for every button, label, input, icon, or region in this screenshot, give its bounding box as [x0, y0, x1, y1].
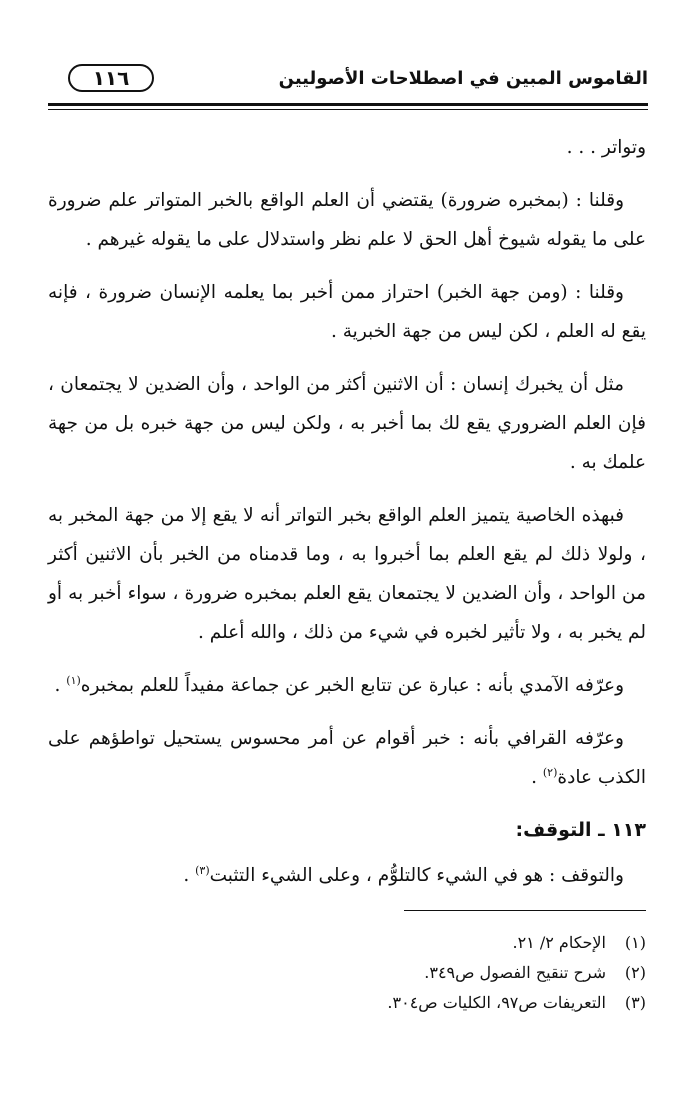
footnote — [48, 928, 646, 958]
footnote-number: (١) — [624, 933, 646, 952]
paragraph-text: وعرّفه الآمدي بأنه : عبارة عن تتابع الخبر عن جماعة مفيداً للعلم بمخبره — [80, 675, 624, 696]
footnote-text: الإحكام ٢/ ٢١. — [512, 933, 606, 952]
header-rule-thin — [48, 109, 648, 110]
footnote-ref: (١) — [66, 673, 81, 687]
paragraph-end: . — [531, 767, 543, 788]
footnote-text: شرح تنقيح الفصول ص٣٤٩. — [424, 963, 606, 982]
running-title: القاموس المبين في اصطلاحات الأصوليين — [278, 68, 648, 89]
paragraph-end: . — [183, 865, 196, 886]
paragraph-text: وعرّفه القرافي بأنه : خبر أقوام عن أمر محسوس يستحيل تواطؤهم على الكذب عادة — [48, 728, 646, 788]
section-heading: ١١٣ ـ التوقف: — [515, 819, 646, 841]
paragraph: فبهذه الخاصية يتميز العلم الواقع بخبر التواتر أنه لا يقع إلا من جهة المخبر به ، ولولا ذلك لم يقع العلم بما أخبروا به ، وما قدمناه من الخبر بأن الاثنين أكثر من الواحد ، وأن الضدين لا يجتمعان يقع العلم بمخبره ضرورة ، سواء أخبر به أو لم يخبر به ، ولا تأثير لخبره في شيء من ذلك ، والله أعلم . — [48, 505, 646, 643]
paragraph: وقلنا : (بمخبره ضرورة) يقتضي أن العلم الواقع بالخبر المتواتر علم ضرورة على ما يقوله شيوخ أهل الحق لا علم نظر واستدلال على ما يقوله غيرهم . — [48, 190, 646, 250]
footnote-separator — [404, 910, 646, 911]
footnote — [48, 988, 646, 1018]
footnote-ref: (٣) — [195, 863, 210, 877]
footnotes — [48, 928, 646, 1018]
paragraph-text: والتوقف : هو في الشيء كالتلوُّم ، وعلى الشيء التثبت — [209, 865, 624, 886]
footnote-text: التعريفات ص٩٧، الكليات ص٣٠٤. — [387, 993, 606, 1012]
paragraph — [48, 719, 646, 797]
paragraph: وتواتر . . . — [566, 137, 646, 158]
footnote-number: (٢) — [624, 963, 646, 982]
paragraph-end: . — [54, 675, 67, 696]
footnote-number: (٣) — [624, 993, 646, 1012]
paragraph: مثل أن يخبرك إنسان : أن الاثنين أكثر من الواحد ، وأن الضدين لا يجتمعان ، فإن العلم الضروري يقع لك بما أخبر به ، ولكن ليس من جهة خبره بل من جهة علمك به . — [48, 374, 646, 473]
page-header — [48, 58, 648, 98]
paragraph: وقلنا : (ومن جهة الخبر) احتراز ممن أخبر بما يعلمه الإنسان ضرورة ، فإنه يقع له العلم ، لكن ليس من جهة الخبرية . — [48, 282, 646, 342]
page-number: ١١٦ — [68, 64, 154, 92]
paragraph — [48, 666, 646, 705]
header-rule-thick — [48, 103, 648, 106]
paragraph — [48, 856, 646, 895]
footnote-ref: (٢) — [542, 765, 558, 779]
page-body — [48, 128, 646, 909]
footnote — [48, 958, 646, 988]
